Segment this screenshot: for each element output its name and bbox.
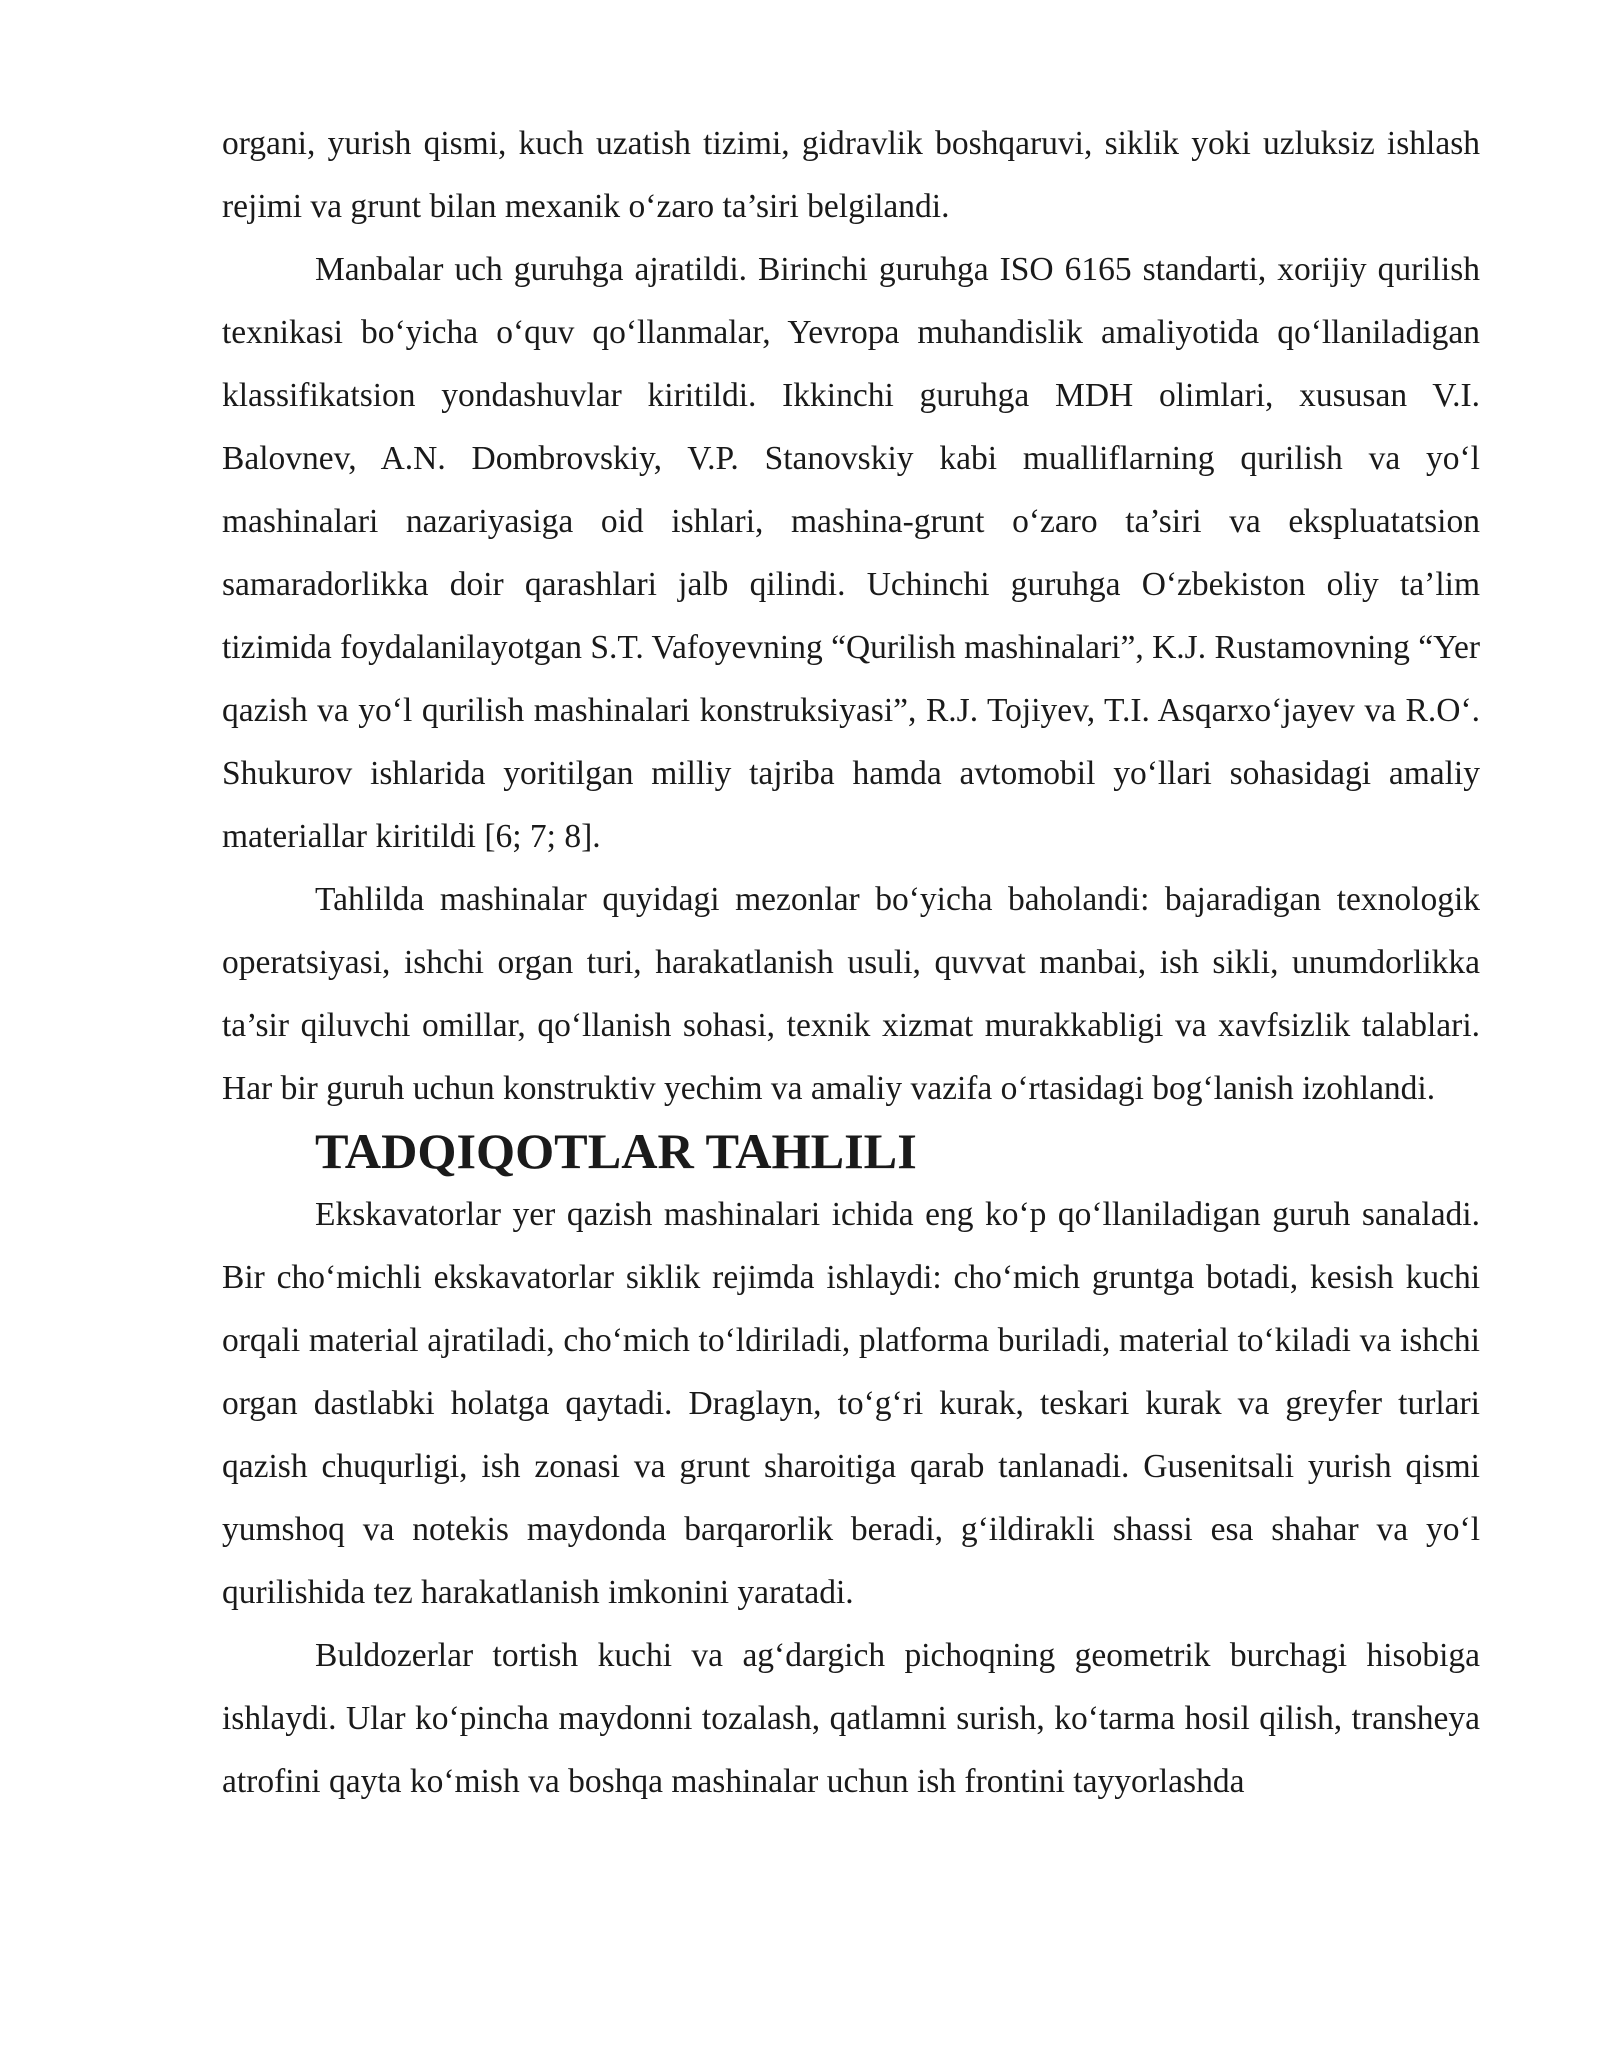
paragraph-bulldozers: Buldozerlar tortish kuchi va ag‘dargich pichoqning geometrik burchagi hisobiga ishlaydi. Ular ko‘pincha maydonni tozalash, qatlamni surish, ko‘tarma hosil qilish, transheya atrofini qayta ko‘mish va boshqa mashinalar uchun ish frontini tayyorlashda	[222, 1637, 1480, 1800]
section-heading: TADQIQOTLAR TAHLILI	[315, 1123, 917, 1179]
paragraph-criteria: Tahlilda mashinalar quyidagi mezonlar bo‘yicha baholandi: bajaradigan texnologik operatsiyasi, ishchi organ turi, harakatlanish usuli, quvvat manbai, ish sikli, unumdorlikka ta’sir qiluvchi omillar, qo‘llanish sohasi, texnik xizmat murakkabligi va xavfsizlik talablari. Har bir guruh uchun konstruktiv yechim va amaliy vazifa o‘rtasidagi bog‘lanish izohlandi.	[222, 881, 1480, 1107]
paragraph-sources: Manbalar uch guruhga ajratildi. Birinchi guruhga ISO 6165 standarti, xorijiy qurilish texnikasi bo‘yicha o‘quv qo‘llanmalar, Yevropa muhandislik amaliyotida qo‘llaniladigan klassifikatsion yondashuvlar kiritildi. Ikkinchi guruhga MDH olimlari, xususan V.I. Balovnev, A.N. Dombrovskiy, V.P. Stanovskiy kabi mualliflarning qurilish va yo‘l mashinalari nazariyasiga oid ishlari, mashina-grunt o‘zaro ta’siri va ekspluatatsion samaradorlikka doir qarashlari jalb qilindi. Uchinchi guruhga O‘zbekiston oliy ta’lim tizimida foydalanilayotgan S.T. Vafoyevning “Qurilish mashinalari”, K.J. Rustamovning “Yer qazish va yo‘l qurilish mashinalari konstruksiyasi”, R.J. Tojiyev, T.I. Asqarxo‘jayev va R.O‘. Shukurov ishlarida yoritilgan milliy tajriba hamda avtomobil yo‘llari sohasidagi amaliy materiallar kiritildi [6; 7; 8].	[222, 251, 1480, 855]
paragraph-continuation: organi, yurish qismi, kuch uzatish tizimi, gidravlik boshqaruvi, siklik yoki uzluksiz ishlash rejimi va grunt bilan mexanik o‘zaro ta’siri belgilandi.	[222, 125, 1480, 225]
document-page	[222, 112, 1480, 1813]
paragraph-excavators: Ekskavatorlar yer qazish mashinalari ichida eng ko‘p qo‘llaniladigan guruh sanaladi. Bir cho‘michli ekskavatorlar siklik rejimda ishlaydi: cho‘mich gruntga botadi, kesish kuchi orqali material ajratiladi, cho‘mich to‘ldiriladi, platforma buriladi, material to‘kiladi va ishchi organ dastlabki holatga qaytadi. Draglayn, to‘g‘ri kurak, teskari kurak va greyfer turlari qazish chuqurligi, ish zonasi va grunt sharoitiga qarab tanlanadi. Gusenitsali yurish qismi yumshoq va notekis maydonda barqarorlik beradi, g‘ildirakli shassi esa shahar va yo‘l qurilishida tez harakatlanish imkonini yaratadi.	[222, 1196, 1480, 1611]
